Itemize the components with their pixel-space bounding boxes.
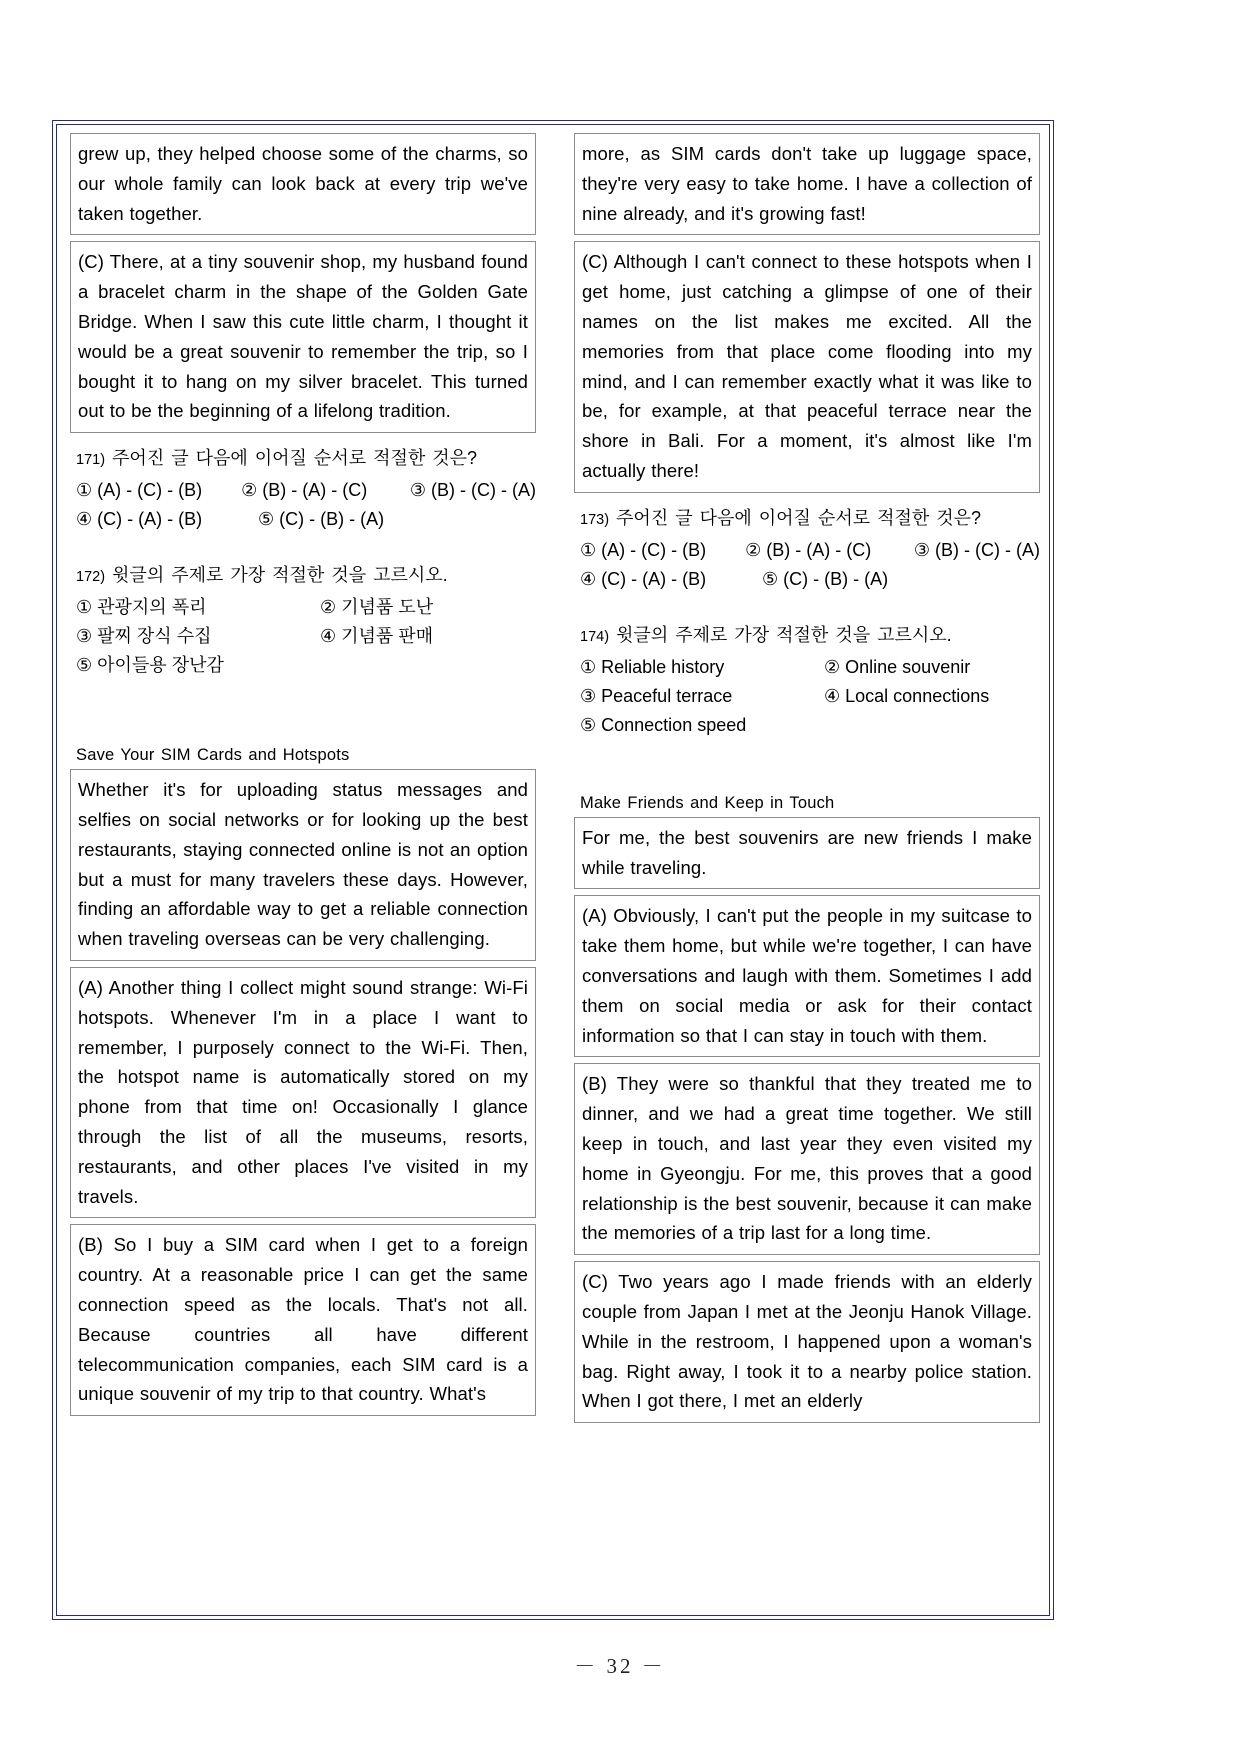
choice-label: 아이들용 장난감 [97, 655, 224, 676]
spacer [70, 534, 536, 550]
question-number: 172) [76, 569, 106, 586]
passage-text: (A) Obviously, I can't put the people in my suitcase to take them home, but while we're together, I can have conversations and laugh with them. Sometimes I add them on social media or ask for their contact information so that I can stay in touch with them. [582, 905, 1032, 1046]
choice-label: Peaceful terrace [601, 685, 733, 706]
choice-marker: ④ [580, 568, 597, 589]
passage-box-c [574, 241, 1040, 492]
choice-label: (C) - (A) - (B) [601, 568, 707, 589]
choice-label: (C) - (B) - (A) [783, 568, 889, 589]
choice-row [580, 682, 1040, 711]
choice-label: 관광지의 폭리 [97, 597, 207, 618]
choice-row [580, 711, 1040, 740]
article-title-sim-cards: Save Your SIM Cards and Hotspots [76, 746, 350, 765]
choice-option-3[interactable] [914, 536, 1040, 565]
question-stem-text: 윗글의 주제로 가장 적절한 것을 고르시오. [616, 624, 952, 645]
article-title-make-friends: Make Friends and Keep in Touch [580, 793, 835, 812]
choice-label: Local connections [845, 685, 990, 706]
passage-box-c-bottom [574, 1261, 1040, 1423]
question-number: 174) [580, 628, 610, 645]
passage-text: For me, the best souvenirs are new friends I make while traveling. [582, 826, 1032, 878]
choice-row [76, 593, 536, 622]
choice-marker: ① [580, 656, 597, 677]
choice-marker: ③ [76, 626, 93, 647]
spacer [574, 594, 1040, 610]
spacer [574, 740, 1040, 792]
question-172 [70, 560, 536, 680]
choice-row [76, 505, 536, 534]
question-174 [574, 620, 1040, 740]
choice-marker: ③ [913, 539, 931, 560]
choice-option-4[interactable] [320, 622, 433, 651]
passage-box-a [70, 967, 536, 1218]
choice-option-2[interactable] [824, 653, 970, 682]
choice-option-2[interactable] [320, 593, 433, 622]
choice-option-1[interactable] [76, 476, 241, 505]
passage-text: more, as SIM cards don't take up luggage space, they're very easy to take home. I have a collection of nine already, and it's growing fast! [582, 143, 1032, 224]
spacer [70, 680, 536, 744]
passage-box-b [574, 1063, 1040, 1255]
choice-list [76, 476, 536, 534]
passage-text: (A) Another thing I collect might sound strange: Wi-Fi hotspots. Whenever I'm in a place I want to remember, I purposely connect to the Wi-Fi. Then, the hotspot name is automatically stored on my phone from that time on! Occasionally I glance through the list of all the museums, resorts, restaurants, and other places I've visited in my travels. [78, 976, 528, 1207]
choice-label: (B) - (C) - (A) [935, 539, 1040, 560]
passage-text: (C) Two years ago I made friends with an elderly couple from Japan I met at the Jeonju Hanok Village. While in the restroom, I happened upon a woman's bag. Right away, I took it to a nearby police station. When I got there, I met an elderly [582, 1271, 1032, 1412]
passage-box-c [70, 241, 536, 433]
choice-option-5[interactable] [258, 505, 384, 534]
choice-option-5[interactable] [580, 711, 824, 740]
choice-option-4[interactable] [824, 682, 989, 711]
passage-box-a [574, 895, 1040, 1057]
passage-text: grew up, they helped choose some of the charms, so our whole family can look back at every trip we've taken together. [78, 143, 528, 224]
passage-box-continued [70, 133, 536, 235]
choice-option-2[interactable] [745, 536, 914, 565]
choice-label: Reliable history [601, 656, 725, 677]
choice-marker: ③ [409, 480, 427, 501]
question-stem [580, 503, 1040, 535]
choice-marker: ① [76, 597, 93, 618]
choice-marker: ④ [76, 509, 93, 530]
choice-list [580, 536, 1040, 594]
choice-option-1[interactable] [580, 536, 745, 565]
choice-option-4[interactable] [580, 565, 762, 594]
choice-option-4[interactable] [76, 505, 258, 534]
passage-text: (B) They were so thankful that they treated me to dinner, and we had a great time together. We still keep in touch, and last year they even visited my home in Gyeongju. For me, this proves that a good relationship is the best souvenir, because it can make the memories of a trip last for a long time. [582, 1073, 1032, 1244]
passage-box-b [70, 1224, 536, 1416]
choice-row [76, 622, 536, 651]
choice-row [76, 476, 536, 505]
question-173 [574, 503, 1040, 594]
choice-marker: ④ [824, 685, 841, 706]
passage-text: (C) There, at a tiny souvenir shop, my husband found a bracelet charm in the shape of the Golden Gate Bridge. When I saw this cute little charm, I thought it would be a great souvenir to remember the trip, so I bought it to hang on my silver bracelet. This turned out to be the beginning of a lifelong tradition. [78, 251, 528, 422]
question-number: 173) [580, 511, 610, 528]
passage-box-continued [574, 133, 1040, 235]
choice-label: Connection speed [601, 714, 747, 735]
choice-label: (C) - (A) - (B) [97, 509, 203, 530]
choice-label: 기념품 판매 [341, 626, 434, 647]
choice-row [580, 536, 1040, 565]
question-stem-text: 주어진 글 다음에 이어질 순서로 적절한 것은? [616, 507, 982, 528]
question-stem [76, 560, 536, 592]
left-column [70, 133, 536, 1422]
choice-label: Online souvenir [845, 656, 971, 677]
choice-marker: ⑤ [76, 655, 93, 676]
right-column [574, 133, 1040, 1429]
passage-text: (C) Although I can't connect to these hotspots when I get home, just catching a glimpse of one of their names on the list makes me excited. All the memories from that place come flooding into my mind, and I can remember exactly what it was like to be, for example, at that peaceful terrace near the shore in Bali. For a moment, it's almost like I'm actually there! [582, 251, 1032, 481]
passage-text: (B) So I buy a SIM card when I get to a foreign country. At a reasonable price I can get the same connection speed as the locals. That's not all. Because countries all have different telecommunication companies, each SIM card is a unique souvenir of my trip to that country. What's [78, 1234, 528, 1405]
question-stem-text: 윗글의 주제로 가장 적절한 것을 고르시오. [112, 565, 448, 586]
passage-box-intro [70, 769, 536, 961]
choice-list [76, 593, 536, 680]
choice-option-1[interactable] [76, 593, 320, 622]
choice-label: 기념품 도난 [341, 597, 434, 618]
choice-marker: ① [580, 539, 597, 560]
choice-label: (C) - (B) - (A) [279, 509, 385, 530]
choice-label: (A) - (C) - (B) [601, 539, 707, 560]
choice-label: (B) - (A) - (C) [262, 480, 368, 501]
choice-row [76, 651, 536, 680]
choice-marker: ② [745, 539, 762, 560]
passage-text: Whether it's for uploading status messages and selfies on social networks or for looking up the best restaurants, staying connected online is not an option but a must for many travelers these days. However, finding an affordable way to get a reliable connection when traveling overseas can be very challenging. [78, 779, 528, 950]
choice-option-3[interactable] [580, 682, 824, 711]
passage-box-intro [574, 817, 1040, 890]
choice-marker: ④ [320, 626, 337, 647]
choice-marker: ⑤ [580, 714, 597, 735]
choice-option-5[interactable] [76, 651, 320, 680]
choice-marker: ③ [580, 685, 597, 706]
choice-marker: ② [320, 597, 337, 618]
choice-label: 팔찌 장식 수집 [97, 626, 212, 647]
question-171 [70, 443, 536, 534]
choice-marker: ② [241, 480, 258, 501]
choice-label: (A) - (C) - (B) [97, 480, 203, 501]
choice-row [580, 653, 1040, 682]
choice-option-3[interactable] [410, 476, 536, 505]
question-number: 171) [76, 452, 106, 469]
choice-label: (B) - (A) - (C) [766, 539, 872, 560]
choice-option-2[interactable] [241, 476, 410, 505]
choice-row [580, 565, 1040, 594]
choice-option-1[interactable] [580, 653, 824, 682]
choice-label: (B) - (C) - (A) [431, 480, 536, 501]
choice-list [580, 653, 1040, 740]
choice-marker: ⑤ [258, 509, 275, 530]
page-number: － 32 － [574, 1654, 666, 1678]
question-stem-text: 주어진 글 다음에 이어질 순서로 적절한 것은? [112, 448, 478, 469]
question-stem [580, 620, 1040, 652]
choice-option-3[interactable] [76, 622, 320, 651]
choice-marker: ② [824, 656, 841, 677]
choice-marker: ⑤ [762, 568, 779, 589]
choice-option-5[interactable] [762, 565, 888, 594]
question-stem [76, 443, 536, 475]
choice-marker: ① [76, 480, 93, 501]
two-column-layout [70, 133, 1040, 1613]
